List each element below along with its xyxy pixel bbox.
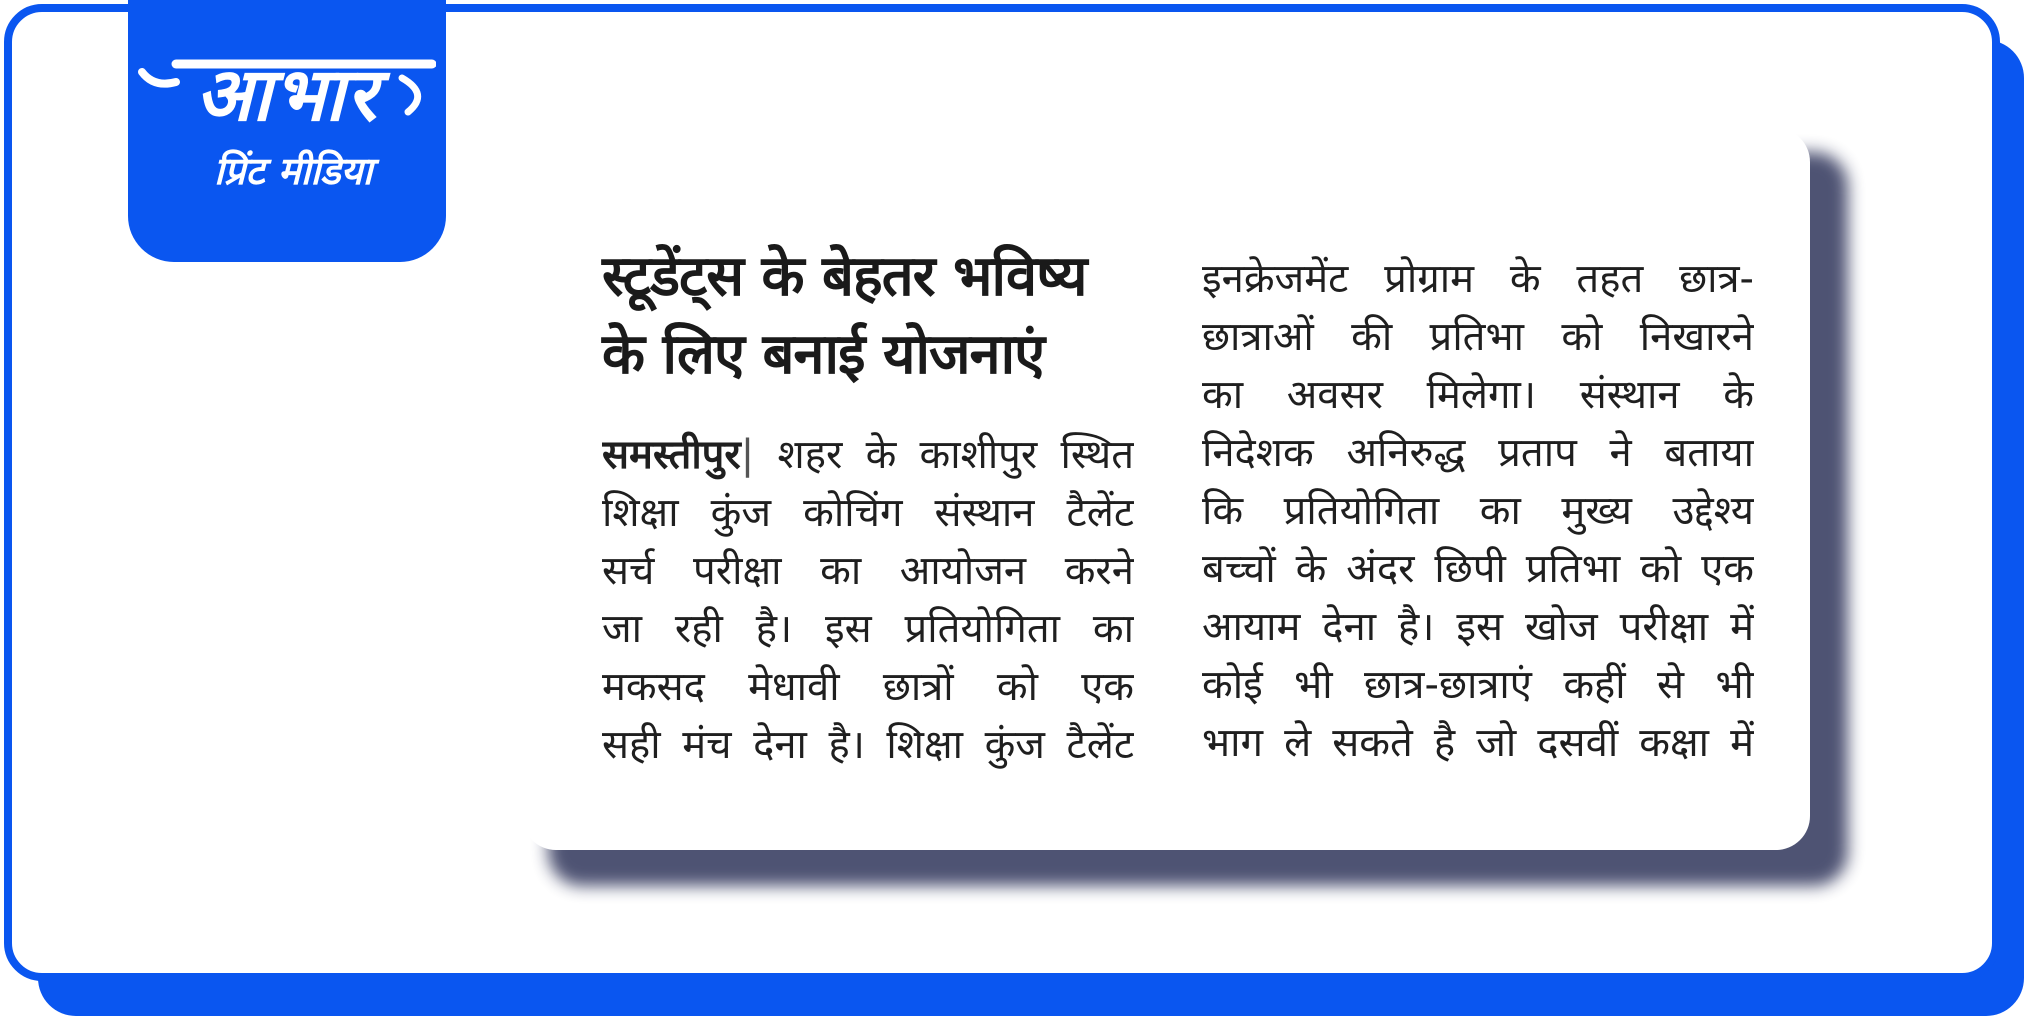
headline-line: के लिए बनाई योजनाएं xyxy=(602,322,1045,387)
body-line: आयाम देना है। इस खोज परीक्षा में xyxy=(1202,604,1754,650)
brand-logo xyxy=(128,0,446,262)
body-line: सर्च परीक्षा का आयोजन करने xyxy=(602,548,1134,594)
newspaper-clipping xyxy=(522,128,1810,850)
body-line: कि प्रतियोगिता का मुख्य उद्देश्य xyxy=(1202,488,1754,534)
body-line: निदेशक अनिरुद्ध प्रताप ने बताया xyxy=(1202,430,1754,476)
left-column xyxy=(602,238,1134,774)
body-line: सही मंच देना है। शिक्षा कुंज टैलेंट xyxy=(602,722,1134,768)
body-line: छात्राओं की प्रतिभा को निखारने xyxy=(1202,314,1754,360)
dateline-separator: | xyxy=(740,432,755,478)
body-line: बच्चों के अंदर छिपी प्रतिभा को एक xyxy=(1202,546,1754,592)
dateline-row xyxy=(602,426,1134,484)
body-line: भाग ले सकते है जो दसवीं कक्षा में xyxy=(1202,720,1754,766)
article-headline xyxy=(602,238,1134,394)
body-line: शिक्षा कुंज कोचिंग संस्थान टैलेंट xyxy=(602,490,1134,536)
right-column xyxy=(1202,250,1754,850)
body-line: मकसद मेधावी छात्रों को एक xyxy=(602,664,1134,710)
body-text: शहर के काशीपुर स्थित xyxy=(777,432,1134,478)
body-line: इनक्रेजमेंट प्रोग्राम के तहत छात्र- xyxy=(1202,256,1754,302)
body-line: कोई भी छात्र-छात्राएं कहीं से भी xyxy=(1202,662,1754,708)
body-line: जा रही है। इस प्रतियोगिता का xyxy=(602,606,1134,652)
logo-title: आभार xyxy=(195,52,379,138)
body-line: का अवसर मिलेगा। संस्थान के xyxy=(1202,372,1754,418)
headline-line: स्टूडेंट्स के बेहतर भविष्य xyxy=(602,244,1087,309)
logo-subtitle: प्रिंट मीडिया xyxy=(214,149,373,193)
dateline: समस्तीपुर xyxy=(602,432,741,478)
